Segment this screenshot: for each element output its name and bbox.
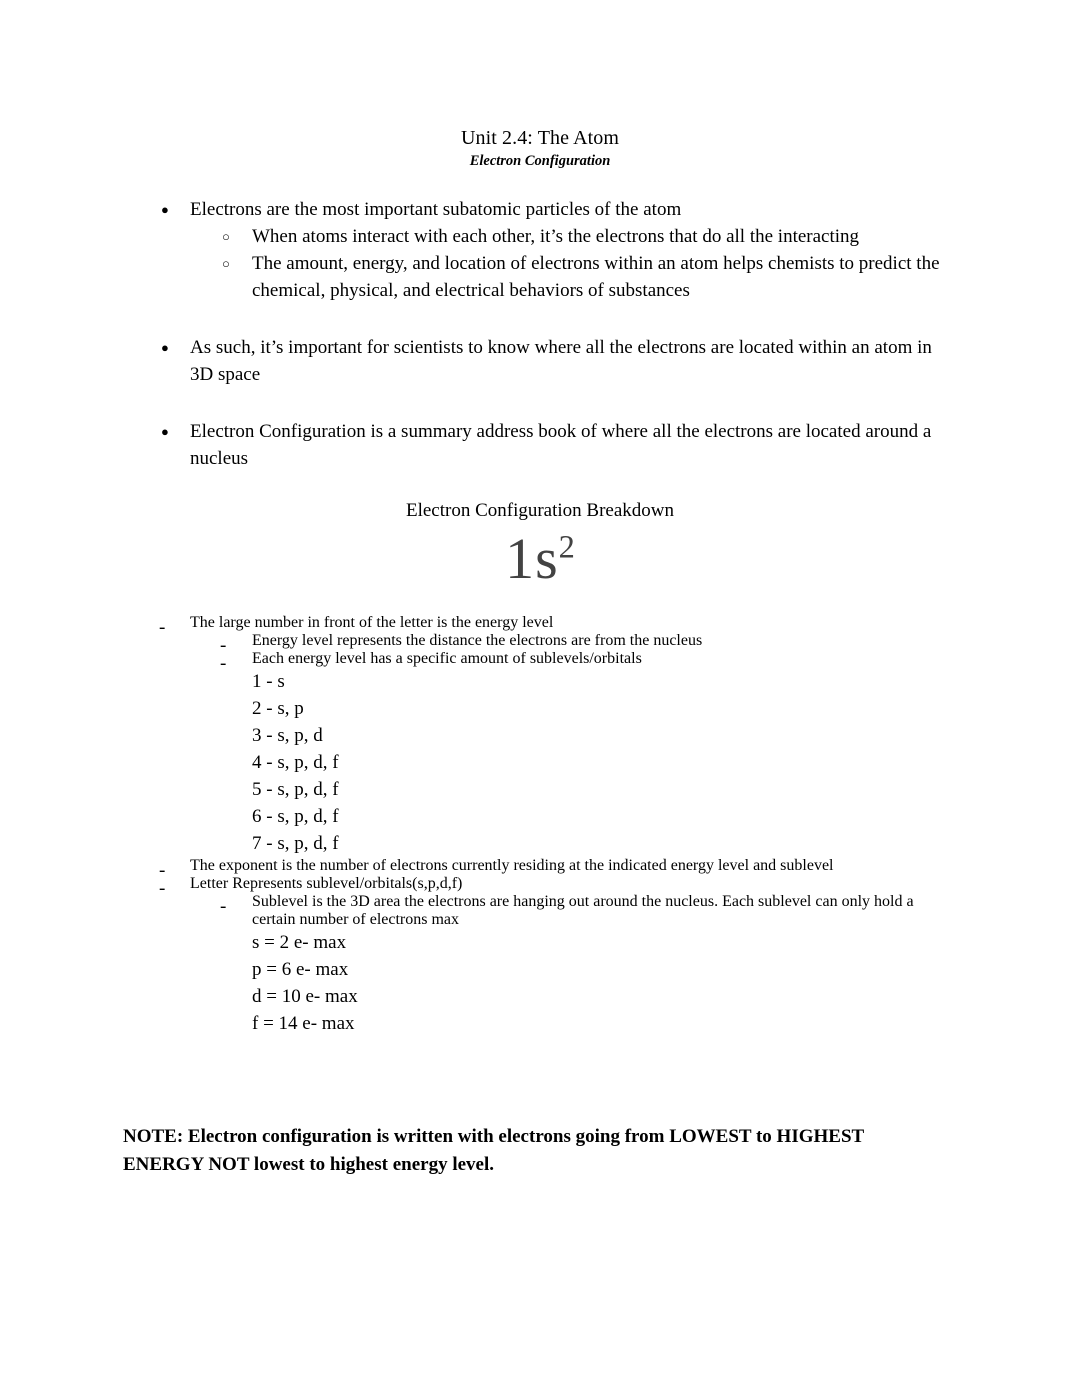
bullet-level1 — [123, 418, 953, 472]
dash-bullet-icon: - — [220, 635, 227, 656]
bullet-text: Each energy level has a specific amount of sublevels/orbitals — [252, 650, 642, 667]
energy-level-entry: 3 - s, p, d — [252, 725, 323, 746]
bullet-level2 — [123, 223, 953, 250]
bullet-level1 — [123, 196, 953, 223]
disc-bullet-icon: ● — [161, 202, 169, 217]
breakdown-section — [123, 614, 953, 1037]
disc-bullet-icon: ● — [161, 340, 169, 355]
formula-exponent: 2 — [558, 529, 575, 566]
bullet-text: The large number in front of the letter is the energy level — [190, 614, 554, 631]
bullet-level2 — [123, 650, 953, 674]
circle-bullet-icon: ○ — [222, 256, 230, 271]
bullet-level1 — [123, 334, 953, 388]
intro-section — [123, 196, 953, 472]
disc-bullet-icon: ● — [161, 424, 169, 439]
circle-bullet-icon: ○ — [222, 229, 230, 244]
energy-level-entry: 7 - s, p, d, f — [252, 833, 339, 854]
title-block — [0, 126, 1080, 172]
bullet-text: Sublevel is the 3D area the electrons are hanging out around the nucleus. Each sublevel can only hold a certain number of electrons max — [252, 893, 914, 928]
list-item — [123, 418, 953, 472]
bullet-level2 — [123, 632, 953, 656]
bullet-text: The amount, energy, and location of electrons within an atom helps chemists to predict the chemical, physical, and electrical behaviors of substances — [252, 253, 940, 301]
dash-bullet-icon: - — [159, 617, 166, 638]
sublevel-capacity-entry: f = 14 e- max — [252, 1013, 355, 1034]
breakdown-heading: Electron Configuration Breakdown — [405, 500, 675, 521]
sublevel-capacity-entry: p = 6 e- max — [252, 959, 349, 980]
bullet-level2 — [123, 250, 953, 304]
bullet-level1 — [123, 857, 953, 881]
note-text: NOTE: Electron configuration is written with electrons going from LOWEST to HIGHEST ENERGY NOT lowest to highest energy level. — [123, 1126, 864, 1175]
page-subtitle: Electron Configuration — [469, 153, 611, 169]
bullet-level2 — [123, 893, 953, 929]
bullet-level1 — [123, 875, 953, 899]
page-title: Unit 2.4: The Atom — [460, 127, 620, 149]
dash-bullet-icon: - — [159, 860, 166, 881]
list-item — [123, 334, 953, 388]
energy-level-entry: 6 - s, p, d, f — [252, 806, 339, 827]
bullet-level1 — [123, 614, 953, 638]
electron-configuration-formula — [0, 524, 1080, 594]
bullet-text: As such, it’s important for scientists to know where all the electrons are located within an atom in 3D space — [190, 337, 932, 385]
energy-level-entry: 1 - s — [252, 671, 285, 692]
bullet-text: Energy level represents the distance the electrons are from the nucleus — [252, 632, 703, 649]
bullet-text: When atoms interact with each other, it’s the electrons that do all the interacting — [252, 226, 860, 247]
list-item — [123, 196, 953, 304]
dash-bullet-icon: - — [220, 653, 227, 674]
spacer — [123, 388, 953, 418]
bullet-text: Letter Represents sublevel/orbitals(s,p,d,f) — [190, 875, 463, 892]
bullet-text: The exponent is the number of electrons currently residing at the indicated energy level and sublevel — [190, 857, 834, 874]
spacer — [123, 304, 953, 334]
sublevel-capacity-entry: s = 2 e- max — [252, 932, 347, 953]
energy-level-entry: 5 - s, p, d, f — [252, 779, 339, 800]
bullet-text: Electron Configuration is a summary address book of where all the electrons are located around a nucleus — [190, 421, 932, 469]
dash-bullet-icon: - — [220, 896, 227, 917]
energy-level-entry: 4 - s, p, d, f — [252, 752, 339, 773]
dash-bullet-icon: - — [159, 878, 166, 899]
formula-base: 1s — [505, 526, 559, 591]
energy-level-entry: 2 - s, p — [252, 698, 304, 719]
bullet-text: Electrons are the most important subatomic particles of the atom — [190, 199, 682, 220]
sublevel-capacity-entry: d = 10 e- max — [252, 986, 358, 1007]
